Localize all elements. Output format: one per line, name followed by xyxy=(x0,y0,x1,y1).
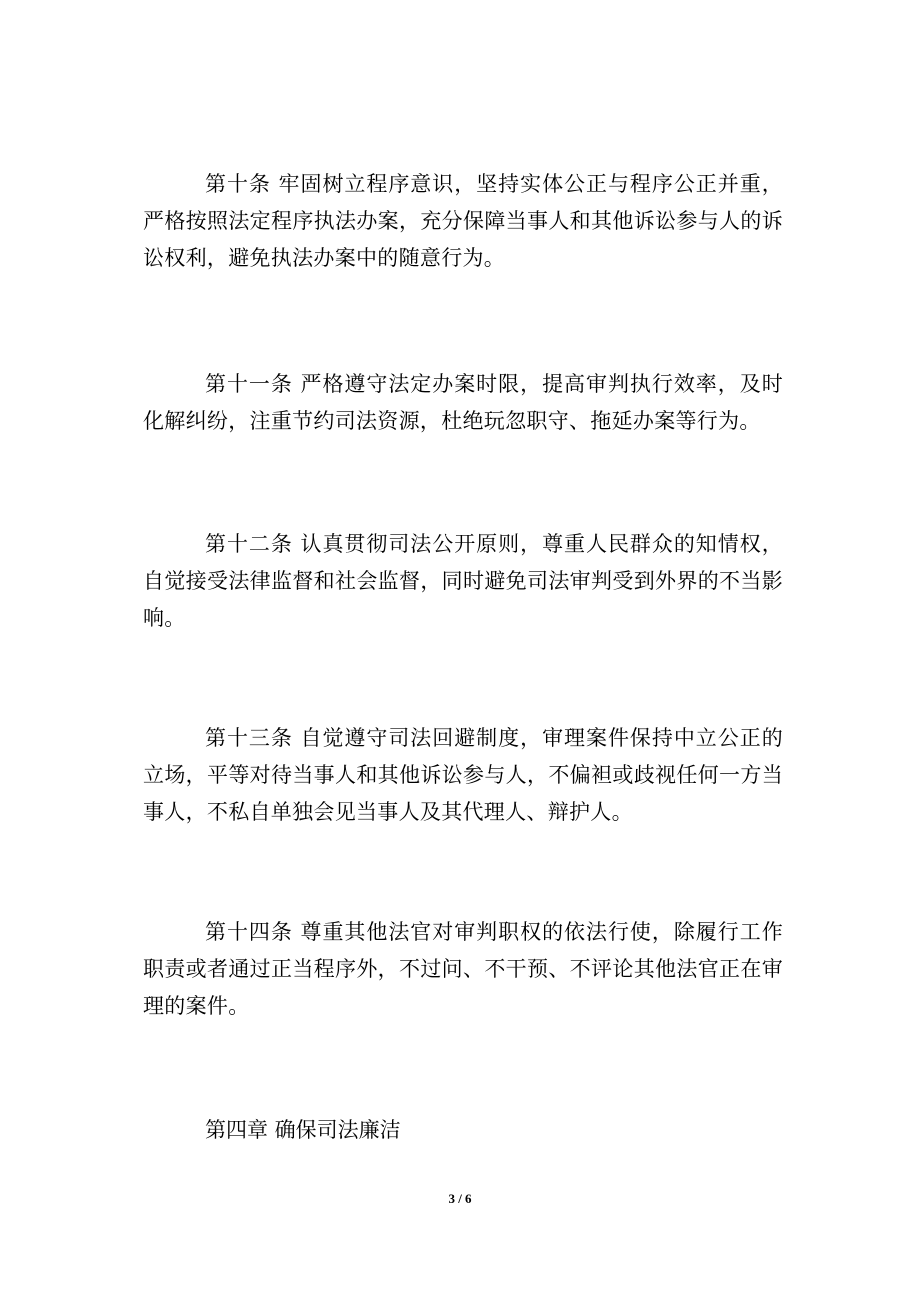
paragraph-article-11: 第十一条 严格遵守法定办案时限，提高审判执行效率，及时化解纠纷，注重节约司法资源，杜绝玩忽职守、拖延办案等行为。 xyxy=(143,372,783,433)
chapter-heading: 第四章 确保司法廉洁 xyxy=(205,1118,401,1142)
page-number: 3 / 6 xyxy=(448,1191,472,1206)
paragraph-article-13: 第十三条 自觉遵守司法回避制度，审理案件保持中立公正的立场，平等对待当事人和其他诉讼参与人，不偏袒或歧视任何一方当事人，不私自单独会见当事人及其代理人、辩护人。 xyxy=(143,726,783,824)
paragraph-article-12: 第十二条 认真贯彻司法公开原则，尊重人民群众的知情权，自觉接受法律监督和社会监督，同时避免司法审判受到外界的不当影响。 xyxy=(143,532,783,630)
paragraph-article-14: 第十四条 尊重其他法官对审判职权的依法行使，除履行工作职责或者通过正当程序外，不过问、不干预、不评论其他法官正在审理的案件。 xyxy=(143,920,783,1018)
paragraph-article-10: 第十条 牢固树立程序意识，坚持实体公正与程序公正并重，严格按照法定程序执法办案，充分保障当事人和其他诉讼参与人的诉讼权利，避免执法办案中的随意行为。 xyxy=(143,172,783,270)
